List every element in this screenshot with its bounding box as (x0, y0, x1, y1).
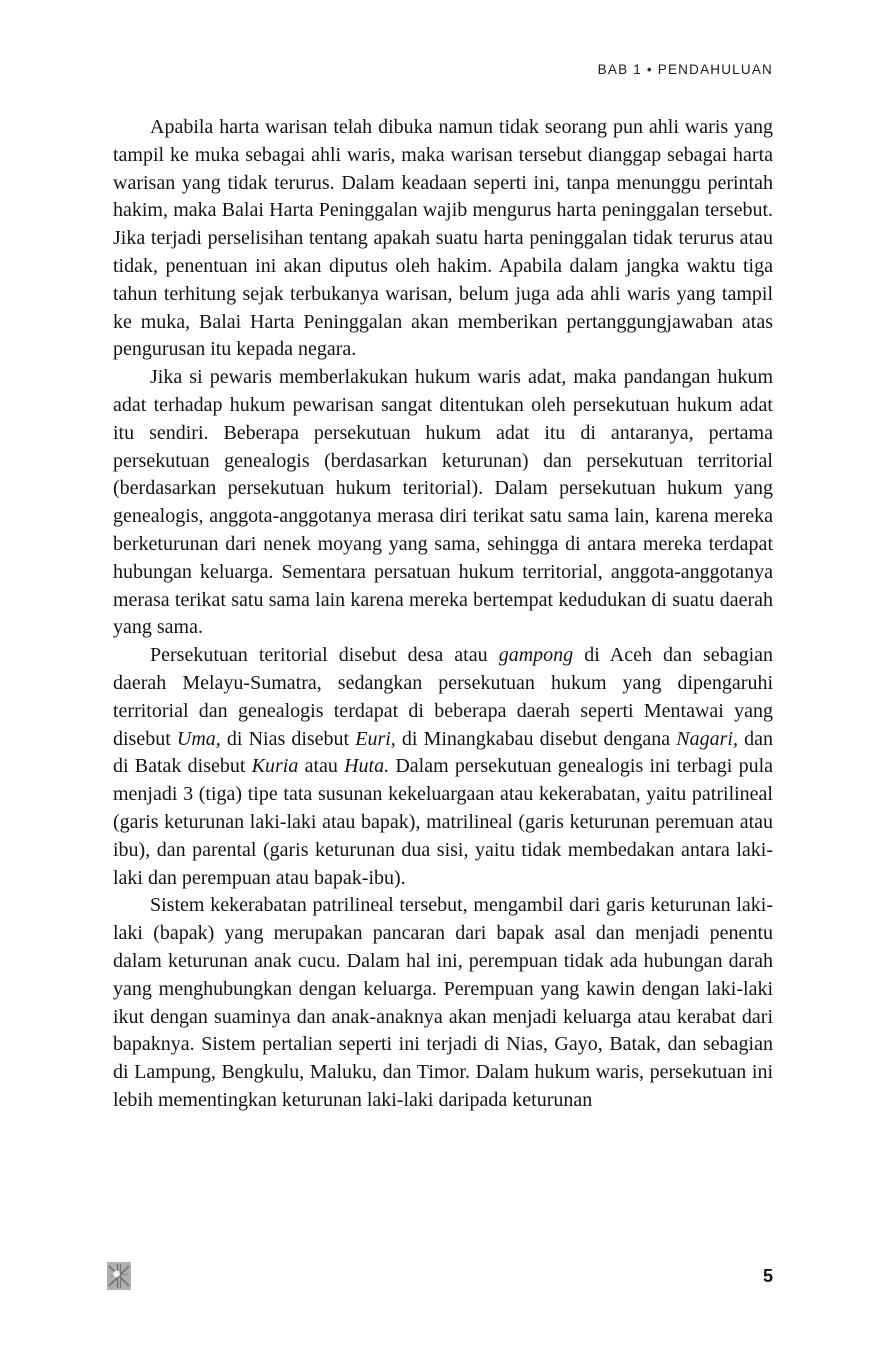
italic-term: Uma, (176, 727, 221, 750)
text-run: dan di Batak disebut (113, 727, 773, 778)
italic-term: Nagari, (676, 727, 738, 750)
paragraph (113, 114, 773, 364)
paragraph (113, 892, 773, 1114)
text-run: Apabila harta warisan telah dibuka namun tidak seorang pun ahli waris yang tampil ke muka sebagai ahli waris, maka warisan tersebut dianggap sebagai harta warisan yang tidak terurus. Dalam keadaan seperti ini, tanpa menunggu perintah hakim, maka Balai Harta Peninggalan wajib mengurus harta peninggalan tersebut. Jika terjadi perselisihan tentang apakah suatu harta peninggalan tidak terurus atau tidak, penentuan ini akan diputus oleh hakim. Apabila dalam jangka waktu tiga tahun terhitung sejak terbukanya warisan, belum juga ada ahli waris yang tampil ke muka, Balai Harta Peninggalan akan memberikan pertanggungjawaban atas pengurusan itu kepada negara. (113, 116, 773, 361)
page-body (113, 114, 773, 1115)
text-run: di Nias disebut (220, 727, 356, 750)
running-header: BAB 1 • PENDAHULUAN (597, 62, 773, 77)
text-run: di Aceh dan sebagian daerah Melayu-Sumatra, sedangkan persekutuan hukum yang dipengaruhi territorial dan genealogis terdapat di beberapa daerah seperti Mentawai yang disebut (113, 644, 773, 750)
text-run: Persekutuan teritorial disebut desa atau (150, 644, 499, 667)
paragraph (113, 364, 773, 642)
paragraph (113, 642, 773, 892)
text-run: Jika si pewaris memberlakukan hukum waris adat, maka pandangan hukum adat terhadap hukum pewarisan sangat ditentukan oleh persekutuan hukum adat itu sendiri. Beberapa persekutuan hukum adat itu di antaranya, pertama persekutuan genealogis (berdasarkan keturunan) dan persekutuan territorial (berdasarkan persekutuan hukum teritorial). Dalam persekutuan hukum yang genealogis, anggota-anggotanya merasa diri terikat satu sama lain, karena mereka berketurunan dari nenek moyang yang sama, sehingga di antara mereka terdapat hubungan keluarga. Sementara persatuan hukum territorial, anggota-anggotanya merasa terikat satu sama lain karena mereka bertempat kedudukan di suatu daerah yang sama. (113, 366, 773, 639)
text-run: Dalam persekutuan genealogis ini terbagi pula menjadi 3 (tiga) tipe tata susunan kekeluargaan atau kekerabatan, yaitu patrilineal (garis keturunan laki-laki atau bapak), matrilineal (garis keturunan peremuan atau ibu), dan parental (garis keturunan dua sisi, yaitu tidak membedakan antara laki-laki dan perempuan atau bapak-ibu). (113, 755, 773, 889)
text-run: atau (298, 755, 345, 778)
page-number: 5 (762, 1266, 773, 1286)
text-run: di Minangkabau disebut dengana (395, 727, 677, 750)
text-run: Sistem kekerabatan patrilineal tersebut, mengambil dari garis keturunan laki-laki (bapak) yang merupakan pancaran dari bapak asal dan menjadi penentu dalam keturunan anak cucu. Dalam hal ini, perempuan tidak ada hubungan darah yang menghubungkan dengan keluarga. Perempuan yang kawin dengan laki-laki ikut dengan suaminya dan anak-anaknya akan menjadi keluarga atau kerabat dari bapaknya. Sistem pertalian seperti ini terjadi di Nias, Gayo, Batak, dan sebagian di Lampung, Bengkulu, Maluku, dan Timor. Dalam hukum waris, persekutuan ini lebih mementingkan keturunan laki-laki daripada keturunan (113, 894, 773, 1111)
italic-term: Euri, (355, 727, 396, 750)
italic-term: gampong (498, 644, 574, 667)
italic-term: Kuria (251, 755, 299, 778)
italic-term: Huta. (344, 755, 390, 778)
